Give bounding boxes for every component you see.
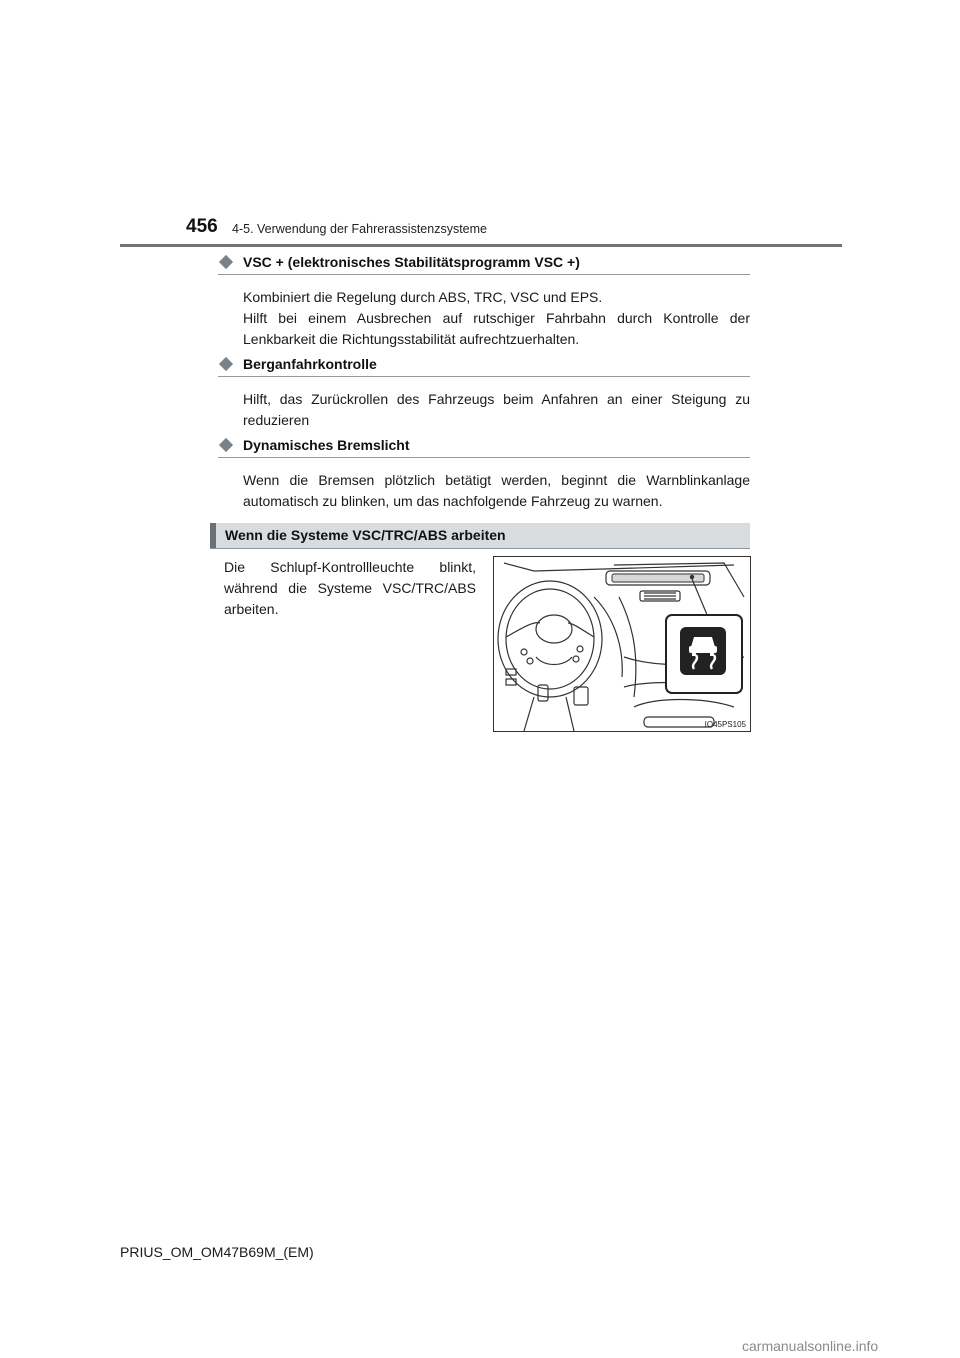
header-rule <box>120 244 842 247</box>
page-number: 456 <box>186 216 218 237</box>
dashboard-illustration <box>494 557 750 731</box>
paragraph: Kombiniert die Regelung durch ABS, TRC, VSC und EPS. <box>243 289 603 305</box>
paragraph: Hilft, das Zurückrollen des Fahrzeugs beim Anfahren an einer Steigung zu reduzieren <box>243 391 750 428</box>
paragraph: Wenn die Bremsen plötzlich betätigt werden, beginnt die Warnblinkanlage automatisch zu blinken, um das nachfolgende Fahrzeug zu warnen. <box>243 472 750 509</box>
watermark: carmanualsonline.info <box>742 1338 879 1354</box>
side-text: Die Schlupf-Kontrollleuchte blinkt, während die Systeme VSC/TRC/ABS arbeiten. <box>224 559 476 617</box>
diamond-bullet-icon <box>219 357 233 371</box>
section-vsc <box>218 254 750 350</box>
chapter-title: 4-5. Verwendung der Fahrerassistenzsysteme <box>232 222 487 236</box>
box-heading <box>210 523 750 549</box>
section-title: Dynamisches Bremslicht <box>243 437 410 453</box>
footer-doc-code: PRIUS_OM_OM47B69M_(EM) <box>120 1244 314 1260</box>
box-heading-bar <box>210 523 216 548</box>
section-body <box>243 470 750 512</box>
section-heading <box>218 356 750 377</box>
paragraph: Hilft bei einem Ausbrechen auf rutschiger Fahrbahn durch Kontrolle der Lenkbarkeit die Richtungsstabilität aufrechtzuerhalten. <box>243 310 750 347</box>
section-title: VSC + (elektronisches Stabilitätsprogramm VSC +) <box>243 254 580 270</box>
diamond-bullet-icon <box>219 438 233 452</box>
section-body <box>243 389 750 431</box>
diamond-bullet-icon <box>219 255 233 269</box>
section-heading <box>218 254 750 275</box>
dashboard-figure <box>493 556 751 732</box>
figure-code: IO45PS105 <box>704 720 746 729</box>
section-hill-start <box>218 356 750 431</box>
section-title: Berganfahrkontrolle <box>243 356 377 372</box>
section-heading <box>218 437 750 458</box>
slip-indicator-icon <box>680 627 726 675</box>
section-brake-light <box>218 437 750 512</box>
box-heading-title: Wenn die Systeme VSC/TRC/ABS arbeiten <box>225 527 506 543</box>
section-body <box>243 287 750 350</box>
